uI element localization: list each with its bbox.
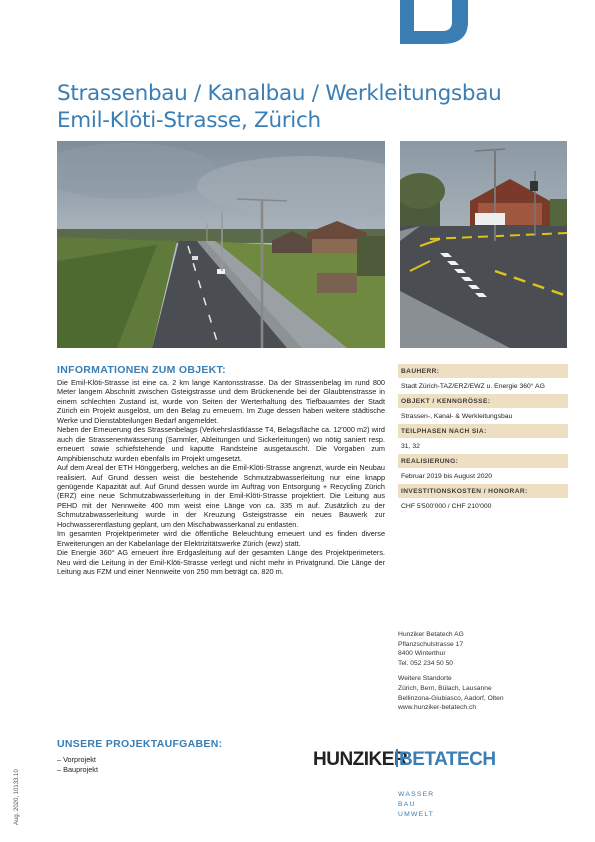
fact-label-phases: TEILPHASEN NACH SIA: [398,424,568,438]
tagline-line-3: UMWELT [398,811,435,818]
company-city: 8400 Winterthur [398,650,446,658]
intersection-photo [400,141,567,348]
fact-label-object: OBJEKT / KENNGRÖSSE: [398,394,568,408]
locations-line-1: Zürich, Bern, Bülach, Lausanne [398,684,492,692]
fact-value-costs: CHF 5'500'000 / CHF 210'000 [401,503,492,510]
locations-heading: Weitere Standorte [398,675,452,683]
document-code: Aug. 2020, 10133.10 [14,769,20,825]
fact-value-object: Strassen-, Kanal- & Werkleitungsbau [401,413,513,420]
company-address [398,630,568,713]
info-paragraph: Die Energie 360° AG erneuert ihre Erdgasleitung auf der gesamten Länge des Projektperimeters. Neu wird die Leitung in der Emil-Klöti-Strasse verlegt und nicht mehr in Privatgrund. Die Länge der Leitung aus FZM und einer Nennweite von 250 mm beträgt ca. 820 m. [57,548,385,577]
project-facts [398,364,568,514]
company-website[interactable]: www.hunziker-betatech.ch [398,704,477,712]
brand-part-2: BETATECH [399,749,496,770]
company-logo-mark [400,0,468,44]
company-phone: Tel. 052 234 50 50 [398,659,454,667]
title-line-2: Emil-Klöti-Strasse, Zürich [57,108,321,133]
fact-value-phases: 31, 32 [401,443,420,450]
info-paragraph: Auf dem Areal der ETH Hönggerberg, welches an die Emil-Klöti-Strasse angrenzt, wurde ein Neubau realisiert. Auf Grund dessen weist die bestehende Schmutzabwasserleitung nur eine knapp genügende Kapazität auf. Auf Grund dessen wurde im Auftrag von Entsorgung + Recycling Zürich (ERZ) eine neue Schmutzabwasserleitung in der Emil-Klöti-Strasse projektiert. Die Leitung aus PEHD mit der Nennweite 400 mm weist eine Länge von ca. 335 m auf. Zusätzlich zu der Schmutzabwasserleitung wurde in der Kreuzung Gsteigstrasse ein neues Bauwerk zur Hochwasserentlastung geplant, um den Mischabwasserkanal zu entlasten. [57,463,385,529]
tasks-heading: UNSERE PROJEKTAUFGABEN: [57,738,223,750]
fact-value-client: Stadt Zürich-TAZ/ERZ/EWZ u. Energie 360° AG [401,383,545,390]
tagline-line-1: WASSER [398,791,435,798]
brand-wordmark [313,746,513,770]
fact-value-realisation: Februar 2019 bis August 2020 [401,473,493,480]
road-photo [57,141,385,348]
fact-label-realisation: REALISIERUNG: [398,454,568,468]
info-paragraph: Neben der Erneuerung des Strassenbelags (Verkehrslastklasse T4, Belagsfläche ca. 12'000 m2) wird auch die Strassenentwässerung (Sammler, Ableitungen und Sickerleitungen) wo nötig saniert resp. erneuert sowie schiefstehende und kaputte Randsteine ausgetauscht. Die Vorgaben zum Amphibienschutz wurden ebenfalls im Projekt umgesetzt. [57,425,385,463]
info-paragraph: Die Emil-Klöti-Strasse ist eine ca. 2 km lange Kantonsstrasse. Da der Strassenbelag im rund 800 Meter langem Abschnitt zwischen Gsteigstrasse und dem Brückenende bei der Glaubtenstrasse in einem schlechten Zustand ist, wurde von Seiten der Werterhaltung des Tiefbauamtes der Stadt Zürich ein Projekt ausgelöst, um den Belag zu erneuern. Im Zuge dessen haben weitere städtische Werke und Dienstabteilungen Bedarf angemeldet. [57,378,385,425]
company-name: Hunziker Betatech AG [398,631,464,638]
title-line-1: Strassenbau / Kanalbau / Werkleitungsbau [57,81,502,106]
info-paragraph: Im gesamten Projektperimeter wird die öffentliche Beleuchtung erneuert und es finden diverse Erweiterungen an der Kabelanlage der Elektrizitätswerke Zürich (ewz) statt. [57,529,385,548]
info-body [57,378,385,577]
info-heading: INFORMATIONEN ZUM OBJEKT: [57,364,226,376]
company-street: Pflanzschulstrasse 17 [398,640,464,648]
task-list [57,755,98,775]
page-title [57,80,501,134]
brand-part-1: HUNZIKER [313,749,408,770]
tagline-line-2: BAU [398,801,416,808]
task-item: – Vorprojekt [57,755,96,764]
locations-line-2: Bellinzona-Giubiasco, Aadorf, Olten [398,694,504,702]
fact-label-client: BAUHERR: [398,364,568,378]
fact-label-costs: INVESTITIONSKOSTEN / HONORAR: [398,484,568,498]
task-item: – Bauprojekt [57,765,98,774]
tagline [398,790,434,820]
